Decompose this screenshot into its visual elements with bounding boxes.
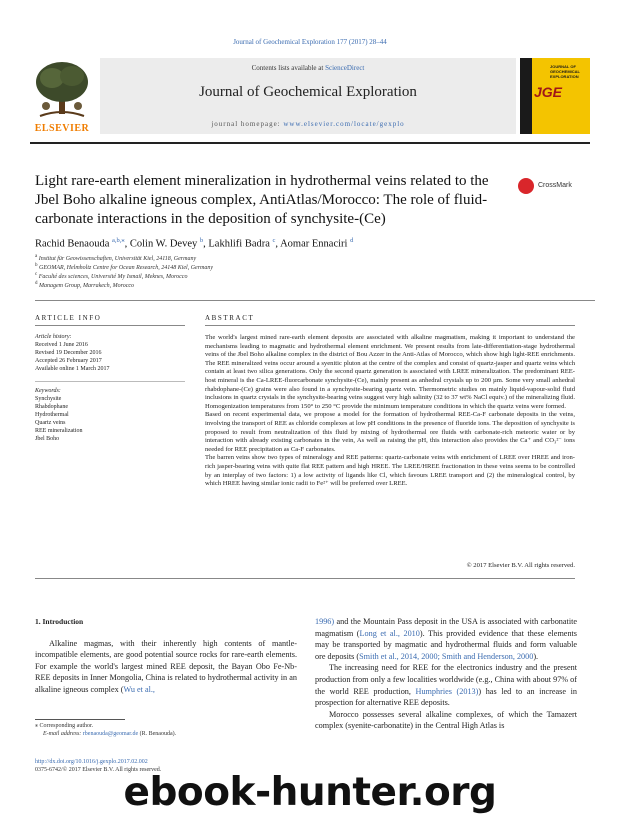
footnote-rule: [35, 719, 125, 720]
keyword: Hydrothermal: [35, 412, 69, 418]
keyword: Jbel Boho: [35, 436, 60, 442]
section-heading: 1. Introduction: [35, 617, 84, 626]
header-rule: [30, 142, 590, 144]
citation-link[interactable]: Smith et al., 2014, 2000; Smith and Henderson, 2000: [359, 651, 534, 661]
body-paragraph: Alkaline magmas, with their inherently high contents of mantle-incompatible elements, are good potential source rocks for rare-earth elements. For example the world's largest mined REE deposit, the Bayan Obo Fe-Nb-REE deposits in Inner Mongolia, China is related to hydrothermal activity in an alkaline igneous complex (Wu et al.,: [35, 638, 297, 694]
keyword: REE mineralization: [35, 428, 83, 434]
author-affiliation-link[interactable]: d: [350, 237, 354, 244]
history-item: Received 1 June 2016: [35, 342, 88, 348]
keyword: Synchysite: [35, 396, 62, 402]
homepage-line: journal homepage: www.elsevier.com/locate/gexplo: [211, 120, 405, 128]
divider: [35, 300, 595, 301]
journal-citation[interactable]: Journal of Geochemical Exploration 177 (2017) 28–44: [233, 38, 387, 46]
body-paragraph: The increasing need for REE for the electronics industry and the present production from only a few localities worldwide (e.g., China with about 97% of the world REE production, Humphries (2013)) has led to an increase in prospection for alternative REE deposits.: [315, 663, 577, 708]
keyword: Quartz veins: [35, 420, 66, 426]
body-paragraph: 1996) and the Mountain Pass deposit in the USA is associated with carbonatite magmatism (Long et al., 2010). This provided evidence that these elements may be transported by magmatic and hydrothermal fluids and form valuable ore deposits (Smith et al., 2014, 2000; Smith and Henderson, 2000).: [315, 617, 577, 661]
divider: [35, 381, 185, 382]
crossmark-badge[interactable]: CrossMark: [518, 178, 596, 196]
intro-left-column: [35, 616, 297, 696]
citation-link[interactable]: 1996): [315, 617, 335, 626]
journal-banner: [100, 58, 516, 134]
abstract-body: [205, 334, 575, 489]
journal-title: Journal of Geochemical Exploration: [199, 84, 417, 100]
affiliation: $^d$ Managem Group, Marrakech, Morocco: [35, 281, 135, 289]
author-list: Rachid Benaouda $^{a,b,⁎}$, Colin W. Devey $^b$, Lakhlifi Badra $^c$, Aomar Ennaciri $^d$: [35, 237, 354, 250]
sciencedirect-link[interactable]: ScienceDirect: [325, 64, 365, 72]
intro-right-column: [315, 616, 577, 732]
author-name: Aomar Ennaciri: [280, 238, 348, 250]
author-affiliation-link[interactable]: c: [272, 237, 276, 244]
abstract-paragraph: Based on recent experimental data, we propose a model for the formation of hydrothermal REE-Ca-F carbonate deposits in the veins, involving the transport of REE as chloride complexes at low pH conditions in the presence of fluoride ions. The deposition of synchysite is proposed to result from neutralization of this fluid by mixing of hydrothermal ore fluids with carbonate-rich meteoric water or by interaction with already existing carbonates in the vein, As well as raising the pH, this interaction also provides the Ca⁺ and CO₃²⁻ ions needed for REE precipitation as Ca-F carbonates.: [205, 411, 575, 453]
article-history: Article history: Received 1 June 2016 Revised 19 December 2016 Accepted 26 February 2017 Available online 1 March 2017: [35, 333, 180, 373]
citation-link[interactable]: Long et al., 2010: [359, 628, 420, 638]
crossmark-icon: [518, 178, 534, 194]
keywords: Keywords: Synchysite Rhabdophane Hydrothermal Quartz veins REE mineralization Jbel Boho: [35, 387, 180, 443]
history-item: Available online 1 March 2017: [35, 366, 110, 372]
footnote: ⁎ Corresponding author. E-mail address: rbenaouda@geomar.de (R. Benaouda).: [35, 722, 295, 738]
author-affiliation-link[interactable]: a,b,⁎: [111, 237, 125, 244]
email-link[interactable]: rbenaouda@geomar.de: [82, 731, 139, 737]
watermark-text: ebook-hunter.org: [123, 770, 497, 815]
author-name: Rachid Benaouda: [35, 238, 110, 250]
contents-line: Contents lists available at ScienceDirect: [251, 64, 365, 72]
doi-link[interactable]: http://dx.doi.org/10.1016/j.gexplo.2017.02.002: [35, 759, 148, 765]
author-name: Colin W. Devey: [129, 238, 198, 250]
copyright-notice: © 2017 Elsevier B.V. All rights reserved.: [466, 562, 575, 569]
abstract-paragraph: The barren veins show two types of mineralogy and REE patterns: quartz-carbonate veins with enrichment of LREE over HREE and iron-rich jasper-bearing veins with quite flat REE pattern and high HREE. The LREE/HREE fractionation in these veins seems to be controlled by an interplay of two factors: 1) a low activity of ligands like Cl, which favours LREE transport and (2) the mineralogical control, by which HREE having similar ionic radii to Fe²⁺ will be preferred over LREE.: [205, 454, 575, 488]
affiliation: $^a$ Institut für Geowissenschaften, Universität Kiel, 24118, Germany: [35, 254, 197, 262]
author-affiliation-link[interactable]: b: [199, 237, 204, 244]
cover-title: JOURNAL OF GEOCHEMICAL EXPLORATION: [550, 64, 580, 79]
article-info-heading: ARTICLE INFO: [35, 314, 102, 322]
author-name: Lakhlifi Badra: [208, 238, 270, 250]
abstract-paragraph: The world's largest mined rare-earth element deposits are associated with alkaline magmatism, making it important to understand the mechanisms leading to magmatic and hydrothermal element enrichment. We present results from late-differentiation-stage hydrothermal veins of the Jbel Boho alkaline complex in the district of Bou Azzer in the Anti-Atlas of Morocco, which show high light-REE enrichments. The REE mineralized veins occur around a syenitic pluton at the centre of the complex and consist of quartz-jasper and quartz veins which contain at least two silica generations. Only the second quartz generation is associated with LREE mineralization. The predominant REE-host mineral is the Ca-LREE-fluorcarbonate synchysite-(Ce), mainly present as anhedral crystals up to 200 µm. Some very small anhedral rhabdophane-(Ce) grains were also found in a synchysite-bearing quartz vein. Thermometric studies on mainly liquid-vapour-solid fluid inclusions in quartz crystals in the synchysite-bearing veins suggest very high salinity (32 to 37 wt% NaCl equiv.) of the mineralizing fluid. Homogenization temperatures from 150° to 250 °C provide the minimum temperature conditions in which the quartz veins were formed.: [205, 334, 575, 410]
elsevier-logo: [30, 58, 94, 134]
citation-link[interactable]: Wu et al.,: [123, 684, 155, 694]
affiliation: $^b$ GEOMAR, Helmholtz Centre for Ocean Research, 24148 Kiel, Germany: [35, 263, 214, 271]
divider: [35, 325, 185, 326]
article-title: Light rare-earth element mineralization in hydrothermal veins related to the Jbel Boho alkaline igneous complex, AntiAtlas/Morocco: The role of fluid-carbonate interactions in the deposition of synchysite-(Ce): [35, 173, 489, 227]
journal-header: [30, 58, 590, 138]
journal-cover: [520, 58, 590, 134]
keyword: Rhabdophane: [35, 404, 68, 410]
divider: [35, 578, 575, 579]
abstract-heading: ABSTRACT: [205, 314, 255, 322]
affiliation: $^c$ Faculté des sciences, Université My Ismail, Meknes, Morocco: [35, 272, 188, 280]
publisher-name: ELSEVIER: [34, 123, 90, 134]
corresponding-author: ⁎ Corresponding author.: [35, 723, 94, 729]
issn-line: 0375-6742/© 2017 Elsevier B.V. All rights reserved.: [35, 767, 162, 773]
history-item: Accepted 26 February 2017: [35, 358, 102, 364]
elsevier-tree-icon: [30, 58, 94, 122]
body-paragraph: Morocco possesses several alkaline complexes, of which the Tamazert complex (syenite-carbonatite) in the Central High Atlas is: [315, 709, 577, 731]
history-item: Revised 19 December 2016: [35, 350, 102, 356]
homepage-link[interactable]: www.elsevier.com/locate/gexplo: [283, 120, 405, 128]
divider: [205, 325, 575, 326]
citation-link[interactable]: Humphries (2013): [415, 686, 479, 696]
cover-acronym: JGE: [534, 84, 563, 100]
